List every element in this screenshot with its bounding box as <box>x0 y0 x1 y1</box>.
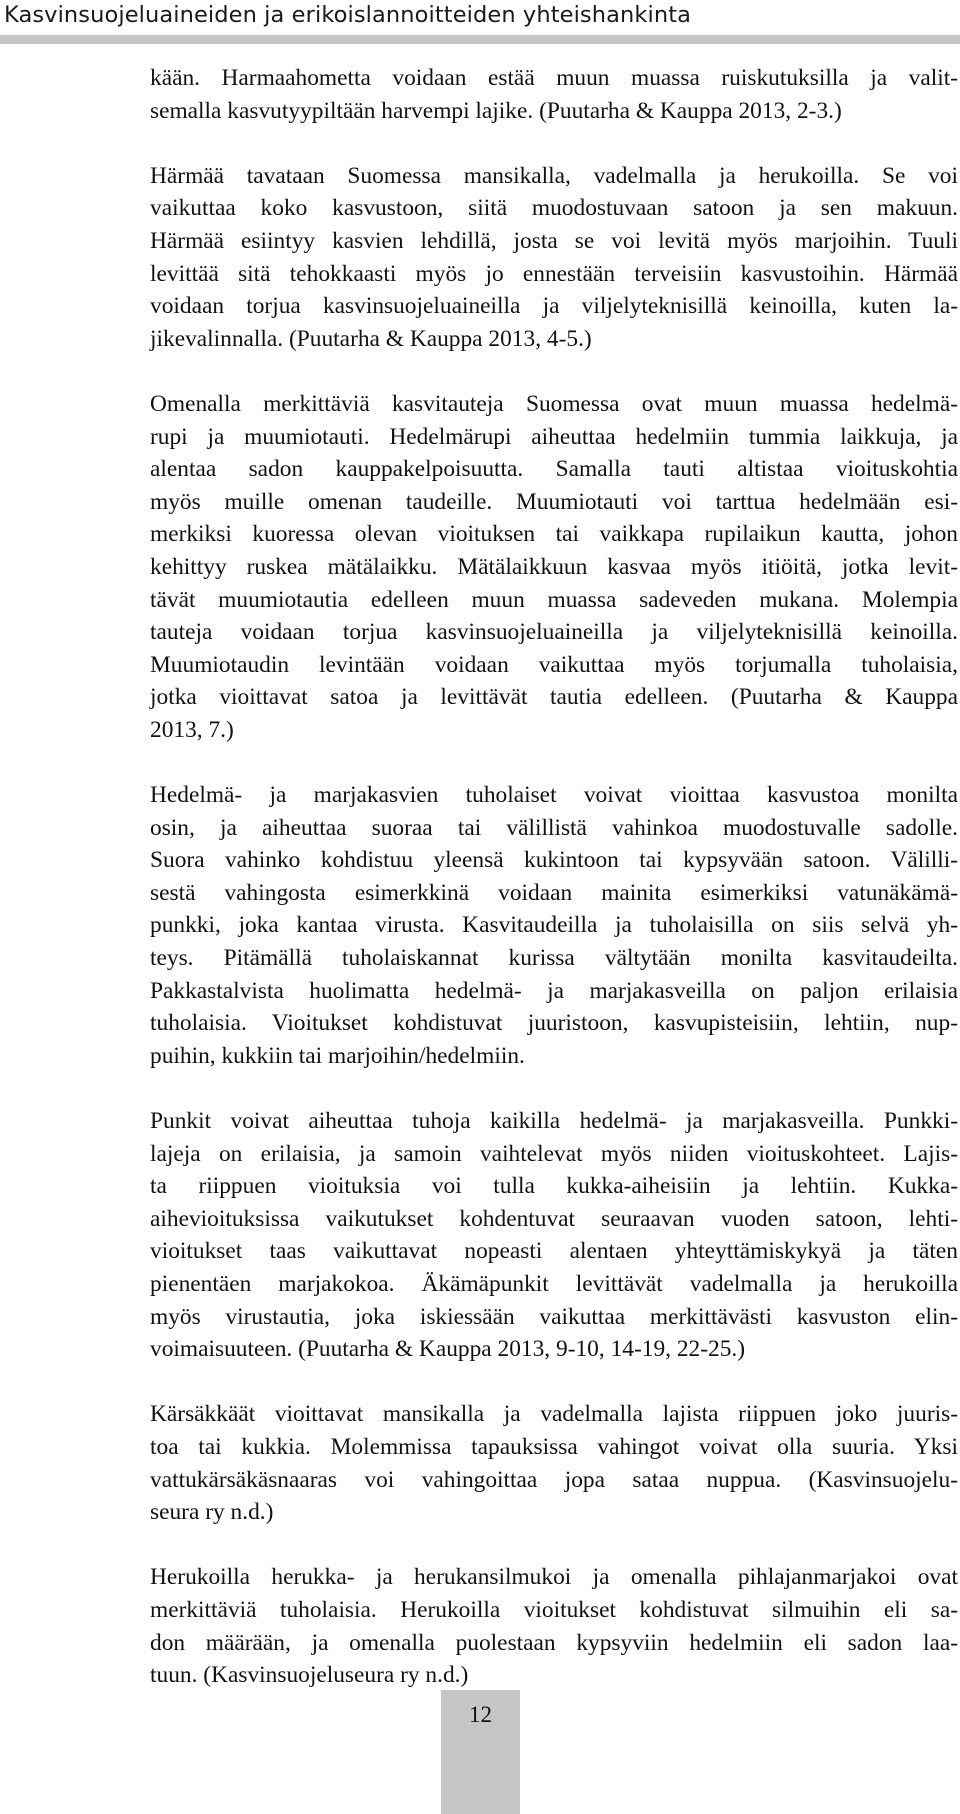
text-line: puihin, kukkiin tai marjoihin/hedelmiin. <box>150 1042 525 1069</box>
paragraph <box>150 388 958 747</box>
text-line: merkittäviä tuholaisia. Herukoilla vioitukset kohdistuvat silmuihin eli sa- <box>150 1596 958 1623</box>
body-text <box>150 62 958 1692</box>
text-line: don määrään, ja omenalla puolestaan kypsyviin hedelmiin eli sadon laa- <box>150 1629 958 1656</box>
text-line: kehittyy ruskea mätälaikku. Mätälaikkuun kasvaa myös itiöitä, jotka levit- <box>150 553 958 580</box>
text-line: rupi ja muumiotauti. Hedelmärupi aiheuttaa hedelmiin tummia laikkuja, ja <box>150 423 958 450</box>
paragraph <box>150 1105 958 1366</box>
text-line: aihevioituksissa vaikutukset kohdentuvat seuraavan vuoden satoon, lehti- <box>150 1205 958 1232</box>
text-line: sestä vahingosta esimerkkinä voidaan mainita esimerkiksi vatunäkämä- <box>150 879 958 906</box>
text-line: seura ry n.d.) <box>150 1499 274 1526</box>
text-line: semalla kasvutyypiltään harvempi lajike. (Puutarha & Kauppa 2013, 2-3.) <box>150 97 842 124</box>
paragraph <box>150 62 958 127</box>
paragraph <box>150 779 958 1072</box>
text-line: Herukoilla herukka- ja herukansilmukoi ja omenalla pihlajanmarjakoi ovat <box>150 1564 958 1591</box>
paragraph-gap <box>150 355 958 388</box>
text-line: voimaisuuteen. (Puutarha & Kauppa 2013, 9-10, 14-19, 22-25.) <box>150 1336 746 1363</box>
paragraph <box>150 1561 958 1691</box>
text-line: osin, ja aiheuttaa suoraa tai välillistä vahinkoa muodostuvalle sadolle. <box>150 814 958 841</box>
text-line: ta riippuen vioituksia voi tulla kukka-aiheisiin ja lehtiin. Kukka- <box>150 1173 958 1200</box>
text-line: myös muille omenan taudeille. Muumiotauti voi tarttua hedelmään esi- <box>150 488 958 515</box>
paragraph-gap <box>150 127 958 160</box>
text-line: Punkit voivat aiheuttaa tuhoja kaikilla hedelmä- ja marjakasveilla. Punkki- <box>150 1108 958 1134</box>
text-line: jotka vioittavat satoa ja levittävät tautia edelleen. (Puutarha & Kauppa <box>150 684 958 711</box>
text-line: punkki, joka kantaa virusta. Kasvitaudeilla ja tuholaisilla on siis selvä yh- <box>150 912 958 939</box>
text-line: kään. Harmaahometta voidaan estää muun muassa ruiskutuksilla ja valit- <box>150 65 958 91</box>
text-line: tuholaisia. Vioitukset kohdistuvat juuristoon, kasvupisteisiin, lehtiin, nup- <box>150 1010 958 1037</box>
header-title: Kasvinsuojeluaineiden ja erikoislannoitteiden yhteishankinta <box>4 2 692 28</box>
paragraph <box>150 1398 958 1528</box>
text-line: Hedelmä- ja marjakasvien tuholaiset voivat vioittaa kasvustoa monilta <box>150 782 958 809</box>
text-line: voidaan torjua kasvinsuojeluaineilla ja viljelyteknisillä keinoilla, kuten la- <box>150 293 958 320</box>
paragraph-gap <box>150 1366 958 1399</box>
text-line: Muumiotaudin levintään voidaan vaikuttaa myös torjumalla tuholaisia, <box>150 651 958 678</box>
text-line: merkiksi kuoressa olevan vioituksen tai vaikkapa rupilaikun kautta, johon <box>150 521 958 548</box>
text-line: levittää sitä tehokkaasti myös jo ennestään terveisiin kasvustoihin. Härmää <box>150 260 958 287</box>
text-line: 2013, 7.) <box>150 716 234 743</box>
text-line: tuun. (Kasvinsuojeluseura ry n.d.) <box>150 1662 469 1689</box>
header-rule <box>0 35 960 44</box>
text-line: vaikuttaa koko kasvustoon, siitä muodostuvaan satoon ja sen makuun. <box>150 195 958 222</box>
text-line: tävät muumiotautia edelleen muun muassa sadeveden mukana. Molempia <box>150 586 958 613</box>
page-number-box <box>441 1690 520 1814</box>
paragraph-gap <box>150 1529 958 1562</box>
text-line: Kärsäkkäät vioittavat mansikalla ja vadelmalla lajista riippuen joko juuris- <box>150 1401 958 1428</box>
paragraph-gap <box>150 1072 958 1105</box>
paragraph-gap <box>150 746 958 779</box>
text-line: lajeja on erilaisia, ja samoin vaihtelevat myös niiden vioituskohteet. Lajis- <box>150 1140 958 1167</box>
text-line: vattukärsäkäsnaaras voi vahingoittaa jopa sataa nuppua. (Kasvinsuojelu- <box>150 1466 958 1493</box>
text-line: Härmää tavataan Suomessa mansikalla, vadelmalla ja herukoilla. Se voi <box>150 162 958 189</box>
text-line: Pakkastalvista huolimatta hedelmä- ja marjakasveilla on paljon erilaisia <box>150 977 958 1004</box>
text-line: toa tai kukkia. Molemmissa tapauksissa vahingot voivat olla suuria. Yksi <box>150 1433 958 1460</box>
text-line: Omenalla merkittäviä kasvitauteja Suomessa ovat muun muassa hedelmä- <box>150 390 958 417</box>
paragraph <box>150 160 958 356</box>
text-line: pienentäen marjakokoa. Äkämäpunkit levittävät vadelmalla ja herukoilla <box>150 1270 958 1297</box>
text-line: tauteja voidaan torjua kasvinsuojeluaineilla ja viljelyteknisillä keinoilla. <box>150 619 958 646</box>
text-line: vioitukset taas vaikuttavat nopeasti alentaen yhteyttämiskykyä ja täten <box>150 1238 958 1265</box>
text-line: alentaa sadon kauppakelpoisuutta. Samalla tauti altistaa vioituskohtia <box>150 456 958 483</box>
text-line: Härmää esiintyy kasvien lehdillä, josta se voi levitä myös marjoihin. Tuuli <box>150 227 958 254</box>
text-line: jikevalinnalla. (Puutarha & Kauppa 2013, 4-5.) <box>150 325 592 352</box>
text-line: Suora vahinko kohdistuu yleensä kukintoon tai kypsyvään satoon. Välilli- <box>150 847 958 874</box>
text-line: teys. Pitämällä tuholaiskannat kurissa vältytään monilta kasvitaudeilta. <box>150 945 958 972</box>
text-line: myös virustautia, joka iskiessään vaikuttaa merkittävästi kasvuston elin- <box>150 1303 958 1330</box>
page-number: 12 <box>469 1702 492 1727</box>
